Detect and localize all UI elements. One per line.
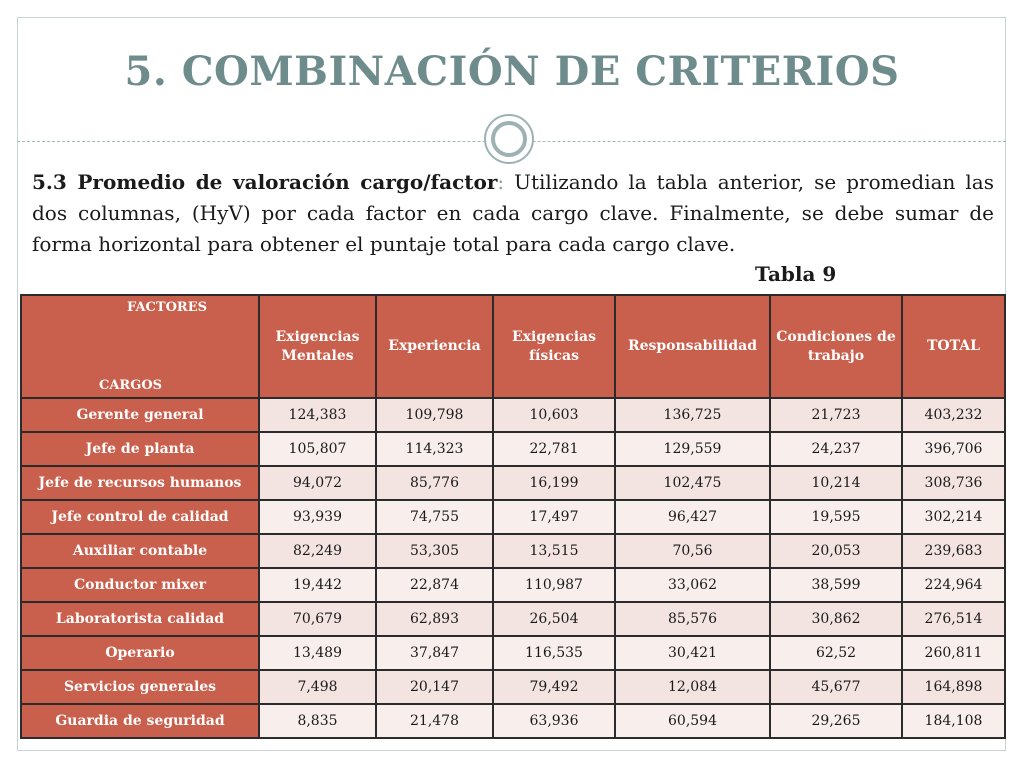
value-cell: 94,072 (259, 466, 376, 500)
cargo-cell: Jefe de recursos humanos (21, 466, 259, 500)
table-row (21, 636, 1005, 670)
value-cell: 33,062 (615, 568, 770, 602)
value-cell: 62,893 (376, 602, 493, 636)
value-cell: 70,56 (615, 534, 770, 568)
value-cell: 22,874 (376, 568, 493, 602)
total-cell: 403,232 (902, 398, 1005, 432)
value-cell: 21,723 (770, 398, 902, 432)
value-cell: 29,265 (770, 704, 902, 738)
value-cell: 12,084 (615, 670, 770, 704)
total-cell: 224,964 (902, 568, 1005, 602)
value-cell: 136,725 (615, 398, 770, 432)
cargo-cell: Auxiliar contable (21, 534, 259, 568)
column-header: Condiciones de trabajo (770, 295, 902, 398)
table-row (21, 534, 1005, 568)
value-cell: 13,515 (493, 534, 615, 568)
valuation-table (20, 294, 1006, 739)
value-cell: 22,781 (493, 432, 615, 466)
table-row (21, 704, 1005, 738)
column-header: Experiencia (376, 295, 493, 398)
value-cell: 19,442 (259, 568, 376, 602)
total-cell: 396,706 (902, 432, 1005, 466)
value-cell: 74,755 (376, 500, 493, 534)
total-cell: 302,214 (902, 500, 1005, 534)
table-row (21, 432, 1005, 466)
value-cell: 26,504 (493, 602, 615, 636)
column-header: Exigencias físicas (493, 295, 615, 398)
value-cell: 20,147 (376, 670, 493, 704)
value-cell: 70,679 (259, 602, 376, 636)
value-cell: 116,535 (493, 636, 615, 670)
total-cell: 164,898 (902, 670, 1005, 704)
table-row (21, 568, 1005, 602)
value-cell: 16,199 (493, 466, 615, 500)
total-cell: 308,736 (902, 466, 1005, 500)
value-cell: 93,939 (259, 500, 376, 534)
cargo-cell: Conductor mixer (21, 568, 259, 602)
paragraph-lead: 5.3 Promedio de valoración cargo/factor (32, 170, 498, 194)
table-row (21, 466, 1005, 500)
value-cell: 21,478 (376, 704, 493, 738)
value-cell: 129,559 (615, 432, 770, 466)
corner-header-cell (21, 295, 259, 398)
value-cell: 17,497 (493, 500, 615, 534)
factores-label: FACTORES (127, 300, 207, 315)
total-cell: 239,683 (902, 534, 1005, 568)
value-cell: 13,489 (259, 636, 376, 670)
value-cell: 82,249 (259, 534, 376, 568)
table-header-row (21, 295, 1005, 398)
value-cell: 60,594 (615, 704, 770, 738)
cargo-cell: Jefe de planta (21, 432, 259, 466)
table-caption: Tabla 9 (755, 262, 837, 286)
value-cell: 79,492 (493, 670, 615, 704)
value-cell: 124,383 (259, 398, 376, 432)
cargo-cell: Operario (21, 636, 259, 670)
cargo-cell: Laboratorista calidad (21, 602, 259, 636)
value-cell: 102,475 (615, 466, 770, 500)
value-cell: 10,214 (770, 466, 902, 500)
value-cell: 96,427 (615, 500, 770, 534)
total-cell: 184,108 (902, 704, 1005, 738)
cargos-label: CARGOS (99, 378, 163, 393)
value-cell: 20,053 (770, 534, 902, 568)
description-paragraph (32, 167, 994, 260)
value-cell: 85,576 (615, 602, 770, 636)
slide-title: 5. COMBINACIÓN DE CRITERIOS (124, 48, 900, 95)
table-row (21, 500, 1005, 534)
divider-ring-ornament (484, 114, 534, 164)
value-cell: 85,776 (376, 466, 493, 500)
value-cell: 105,807 (259, 432, 376, 466)
value-cell: 10,603 (493, 398, 615, 432)
value-cell: 110,987 (493, 568, 615, 602)
total-cell: 260,811 (902, 636, 1005, 670)
value-cell: 7,498 (259, 670, 376, 704)
value-cell: 53,305 (376, 534, 493, 568)
table-row (21, 670, 1005, 704)
value-cell: 30,421 (615, 636, 770, 670)
value-cell: 62,52 (770, 636, 902, 670)
column-header: Responsabilidad (615, 295, 770, 398)
paragraph-body: Utilizando la tabla anterior, se promedian las dos columnas, (HyV) por cada factor en cada cargo clave. Finalmente, se debe sumar de forma horizontal para obtener el puntaje total para cada cargo clave. (32, 170, 994, 256)
value-cell: 45,677 (770, 670, 902, 704)
value-cell: 38,599 (770, 568, 902, 602)
column-header: Exigencias Mentales (259, 295, 376, 398)
value-cell: 8,835 (259, 704, 376, 738)
cargo-cell: Servicios generales (21, 670, 259, 704)
value-cell: 63,936 (493, 704, 615, 738)
value-cell: 114,323 (376, 432, 493, 466)
value-cell: 37,847 (376, 636, 493, 670)
table-row (21, 602, 1005, 636)
total-cell: 276,514 (902, 602, 1005, 636)
value-cell: 109,798 (376, 398, 493, 432)
paragraph-colon: : (497, 170, 505, 194)
value-cell: 24,237 (770, 432, 902, 466)
cargo-cell: Jefe control de calidad (21, 500, 259, 534)
cargo-cell: Gerente general (21, 398, 259, 432)
value-cell: 19,595 (770, 500, 902, 534)
cargo-cell: Guardia de seguridad (21, 704, 259, 738)
table-row (21, 398, 1005, 432)
value-cell: 30,862 (770, 602, 902, 636)
column-header: TOTAL (902, 295, 1005, 398)
